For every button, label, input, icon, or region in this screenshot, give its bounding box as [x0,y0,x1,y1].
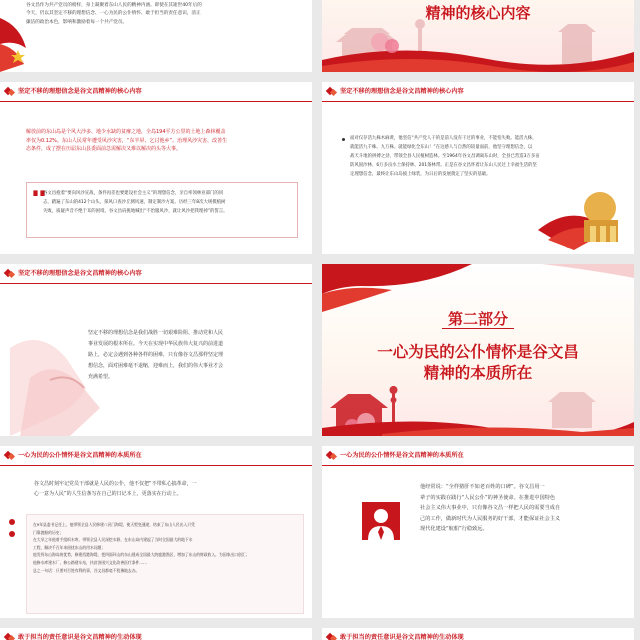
section-part-label: 第二部分 [447,310,508,328]
slide-6 [322,264,634,436]
slide4-line: 定理想信念，最终让东山岛披上绿装，为日后的发展奠定了坚实的基础。 [350,172,491,177]
bullet-item: 他发挥东山海岛的优势，修建西港海堤，把四面环山的东山建成全国最大的鹿港渔区，增加了东山的财政收入，为国家出口创汇； [33,552,250,558]
slide-3 [0,82,312,254]
slide-header [0,82,312,102]
intro-line: 心一意为人民”的人生信条写在自己的日记本上，更落实在行动上。 [34,490,182,497]
landmark-decoration [322,376,634,436]
quote-line: 谷文昌抱着“要向风沙宣战，条件再差也要建设社会主义”的理想信念，亲自率领林业部门的同 [43,191,224,196]
slide-header [322,82,634,102]
slide-header-title: 敢于担当的责任意识是谷文昌精神的生动体现 [18,634,142,640]
tiananmen-decoration [322,12,634,72]
slide-4 [322,82,634,254]
slide-header-title: 敢于担当的责任意识是谷文昌精神的生动体现 [340,634,464,640]
corner-decoration [4,516,20,540]
slide-10 [322,628,634,640]
slide-1 [0,0,312,72]
bullet-icon [342,138,345,141]
bullet-list-box [26,514,304,614]
slide-header-title: 坚定不移的理想信念是谷文昌精神的核心内容 [18,88,142,95]
slide-8 [322,446,634,618]
slide-header [0,264,312,284]
slide1-text [26,2,296,27]
slide5-line: 路上，必定会遇到各种各样的困难，只有像谷文昌那样坚定理 [88,352,224,358]
party-emblem-decoration [538,186,628,250]
quote-line: 失败，质疑声音不绝于耳的困境，谷文昌肩挑地喊出“不治服风沙，就让风沙把我埋掉”的誓言。 [43,209,228,214]
red-line: 态条件，成了摆在历届东山县委面前急需解决又难以解决的头等大事。 [26,146,182,153]
section-title-line1: 一心为民的公仆情怀是谷文昌 [377,342,579,361]
slide-header-title: 一心为民的公仆情怀是谷文昌精神的本质所在 [18,452,142,459]
slide-2 [322,0,634,72]
slide3-red-paragraph [26,128,296,154]
slide5-line: 想信念，面对困难毫不退缩，迎难而上，我们的伟大事业才会 [88,363,224,369]
bullet-item: 在大旱之年他着手组织水库，带领全县人民深挖水源，在东山岛内建起了当时全国最大的地下水 [33,537,193,543]
red-line: 率仅为0.12%。东山人民常年遭受风沙灾害，“东半屏、乞讨他乡”。治理风沙灾害，改善生 [26,137,228,144]
slide1-line: 谷文昌作为共产党员的榜样，身上凝聚着东山人民的精神内涵。即使在其逝世40年后的 [26,3,202,8]
diamond-icon [5,88,14,97]
diamond-icon [5,452,14,461]
intro-line: 谷文昌时刻牢记党员干部就是人民的公仆，他不仅把“不带私心搞革命，一 [34,481,197,487]
diamond-icon [5,270,14,279]
slide-header-title: 坚定不移的理想信念是谷文昌精神的核心内容 [18,270,142,277]
slide-7 [0,446,312,618]
slide1-line: 今天，仍以其坚定不移的理想信念、一心为民的公仆情怀、敢于担当的责任意识、清正 [26,11,201,17]
slide4-paragraph [350,134,620,179]
slide-header [322,628,634,640]
slide-header [322,446,634,466]
quote-line: 志，踏遍了东山的412个山头，探风口查沙丘测风速，制定制沙方案。历经三年8次大规模植树 [43,200,226,205]
section-underline [442,328,514,329]
slide7-intro [34,480,306,499]
slide4-line: 防风固沙林、6万多亩水土保持林、201条林带。正是在谷文昌怀着让东山人民过上幸福生活的坚 [350,163,537,168]
slide-header [0,446,312,466]
flag-decoration [0,0,40,72]
slide-header-title: 坚定不移的理想信念是谷文昌精神的核心内容 [340,88,464,95]
red-ribbon-top [322,264,634,314]
slide-9 [0,628,312,640]
slide-header-title: 一心为民的公仆情怀是谷文昌精神的本质所在 [340,452,464,459]
bullet-item: 他修水库建水厂，修公路建车站，扶贫济困兴文化改善医疗条件…… [33,559,147,565]
bullet-item: 总之一句话：只要对百姓有利的事，谷文昌都毫不犹豫地去办。 [33,567,140,573]
section-title-line2: 精神的本质所在 [423,363,533,382]
slide5-line: 事业发展的根本所在。今天在实现中华民族伟大复兴的前进道 [88,341,224,347]
slide4-line: 战天斗地的拼搏之劲，带领全县人民植树造林。至1964年谷文昌调离东山时，全县已营造3万多亩 [350,154,540,159]
slide2-title: 精神的核心内容 [425,4,531,22]
slide8-line: 他经常说：“全样猪肝不如老百姓的口碑”。谷文昌用一 [420,484,545,490]
slide8-paragraph [420,482,626,535]
diamond-icon [327,452,336,461]
slide8-line: 社会主义伟大事业中，只有像谷文昌一样把人民的需要当成自 [420,505,561,512]
slide1-line: 廉洁的政治本色，影响和激励着每一个共产党员。 [26,19,128,25]
bullet-item: 工程，解决千百年来困扰东山的用水问题； [33,544,106,550]
slide8-line: 辈子的实践在践行“人民公仆”的神圣使命。在推进中国特色 [420,494,556,501]
bullet-item: 在9年县委书记任上，他带领全县人民修建八河门海堤，使天堑变通途，结束了东山人民出入只凭 [33,522,195,527]
slide5-paragraph [88,328,302,383]
slide4-line: 就能活九千株、九万株。就能绿化全东山！”在这感人与自然的较量面前，他坚守理想信念，以 [350,145,533,150]
diamond-icon [327,634,336,640]
diamond-icon [5,634,14,640]
slide4-line: 面对仅存活九株木麻黄，他坚信“共产党人干的是前人没有干过的事业，不能怕失败。能活九株， [350,136,537,141]
slide-header [0,628,312,640]
slide8-line: 己的工作，做新时代为人民服务的好干部，才能保证社会主义 [420,515,561,522]
bullet-item: 门靠渡船的历史； [33,529,64,535]
slide5-line: 充满希望。 [88,374,114,380]
slide-5 [0,264,312,436]
quote-box [26,182,298,238]
diamond-icon [327,88,336,97]
person-icon [362,502,400,540]
slide8-line: 现代化建设“航船”行稳致远。 [420,526,488,533]
red-line: 解放前的东山岛是个风大沙多、地少水缺的贫瘠之地，全岛194平方公里的土地上森林覆盖 [26,129,226,135]
slide5-line: 坚定不移的理想信念是我们战胜一切艰难险阻、推动党和人民 [88,330,224,336]
